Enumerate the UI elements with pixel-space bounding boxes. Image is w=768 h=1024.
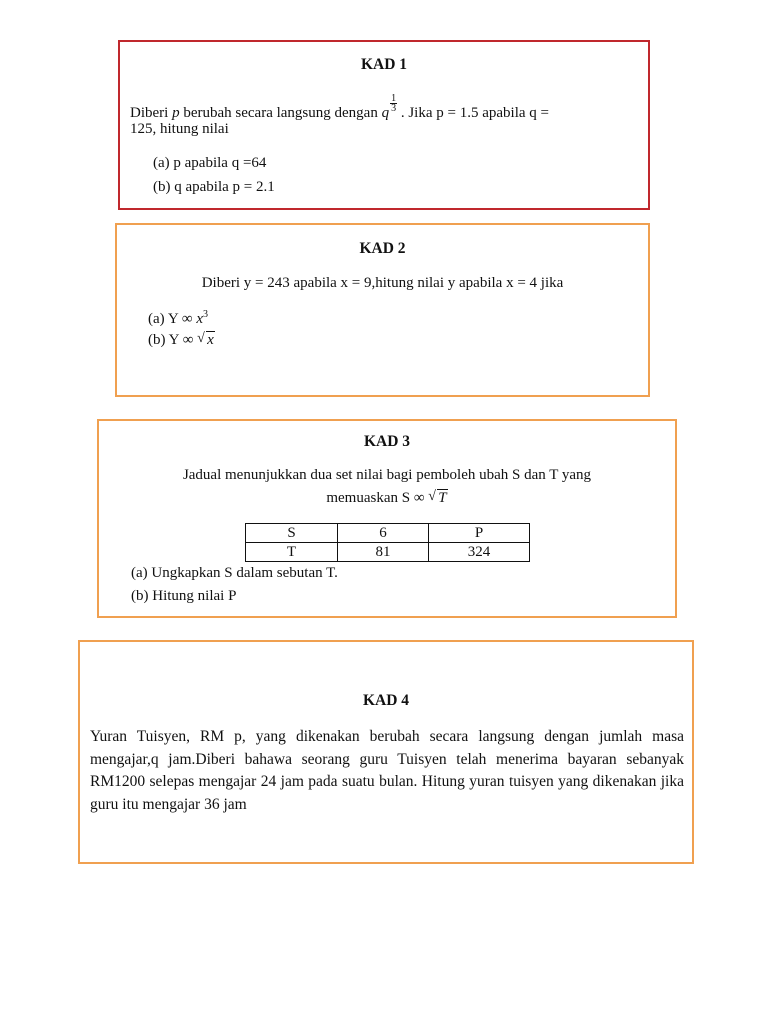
radical-sign-icon: √ <box>197 331 205 346</box>
table-row <box>246 543 530 562</box>
card-3-title: KAD 3 <box>363 433 411 450</box>
card-1 <box>118 40 650 210</box>
card-2-title: KAD 2 <box>359 240 406 257</box>
fraction-numerator: 1 <box>391 93 397 104</box>
card-3-intro-line-1: Jadual menunjukkan dua set nilai bagi pemboleh ubah S dan T yang <box>182 467 592 483</box>
variable-x: x <box>196 311 203 327</box>
text: (b) Y ∞ <box>148 332 198 348</box>
table-row <box>246 524 530 543</box>
exponent: 3 <box>202 309 208 320</box>
square-root <box>428 490 447 507</box>
text: (a) Y ∞ <box>148 311 197 327</box>
card-2 <box>115 223 650 397</box>
card-4 <box>78 640 694 864</box>
card-3-item-a: (a) Ungkapkan S dalam sebutan T. <box>131 565 338 581</box>
card-1-question-line-1 <box>130 94 549 122</box>
table-cell: P <box>429 524 530 543</box>
text: memuaskan S ∞ <box>326 490 429 506</box>
card-4-paragraph: Yuran Tuisyen, RM p, yang dikenakan berubah secara langsung dengan jumlah masa mengajar,q jam.Diberi bahawa seorang guru Tuisyen telah menerima bayaran sebanyak RM1200 selepas mengajar 24 jam pada suatu bulan. Hitung yuran tuisyen yang dikenakan jika guru itu mengajar 36 jam <box>90 728 684 813</box>
table-cell: S <box>246 524 338 543</box>
variable-p: p <box>172 105 180 121</box>
card-1-item-a: (a) p apabila q =64 <box>153 155 267 171</box>
table-cell: 81 <box>338 543 429 562</box>
card-2-item-a <box>148 309 208 328</box>
fraction-denominator: 3 <box>391 103 397 114</box>
card-2-intro: Diberi y = 243 apabila x = 9,hitung nilai y apabila x = 4 jika <box>201 275 564 291</box>
variable-t: T <box>438 490 447 506</box>
variable-x: x <box>207 332 214 348</box>
card-1-item-b: (b) q apabila p = 2.1 <box>153 179 275 195</box>
card-3-item-b: (b) Hitung nilai P <box>131 588 237 604</box>
card-3-intro-line-2 <box>99 490 675 507</box>
radical-sign-icon: √ <box>428 489 436 504</box>
text: Diberi <box>130 105 173 121</box>
variable-q: q <box>381 105 390 121</box>
square-root <box>197 332 215 349</box>
card-1-title: KAD 1 <box>360 56 408 73</box>
table-cell: T <box>246 543 338 562</box>
text: . Jika p = 1.5 apabila q = <box>397 105 549 121</box>
values-table <box>245 523 530 562</box>
table-cell: 6 <box>338 524 429 543</box>
card-2-item-b <box>148 332 215 349</box>
card-3 <box>97 419 677 618</box>
card-1-question-line-2: 125, hitung nilai <box>130 121 229 137</box>
card-4-title: KAD 4 <box>362 692 410 709</box>
text: berubah secara langsung dengan <box>179 105 382 121</box>
table-cell: 324 <box>429 543 530 562</box>
